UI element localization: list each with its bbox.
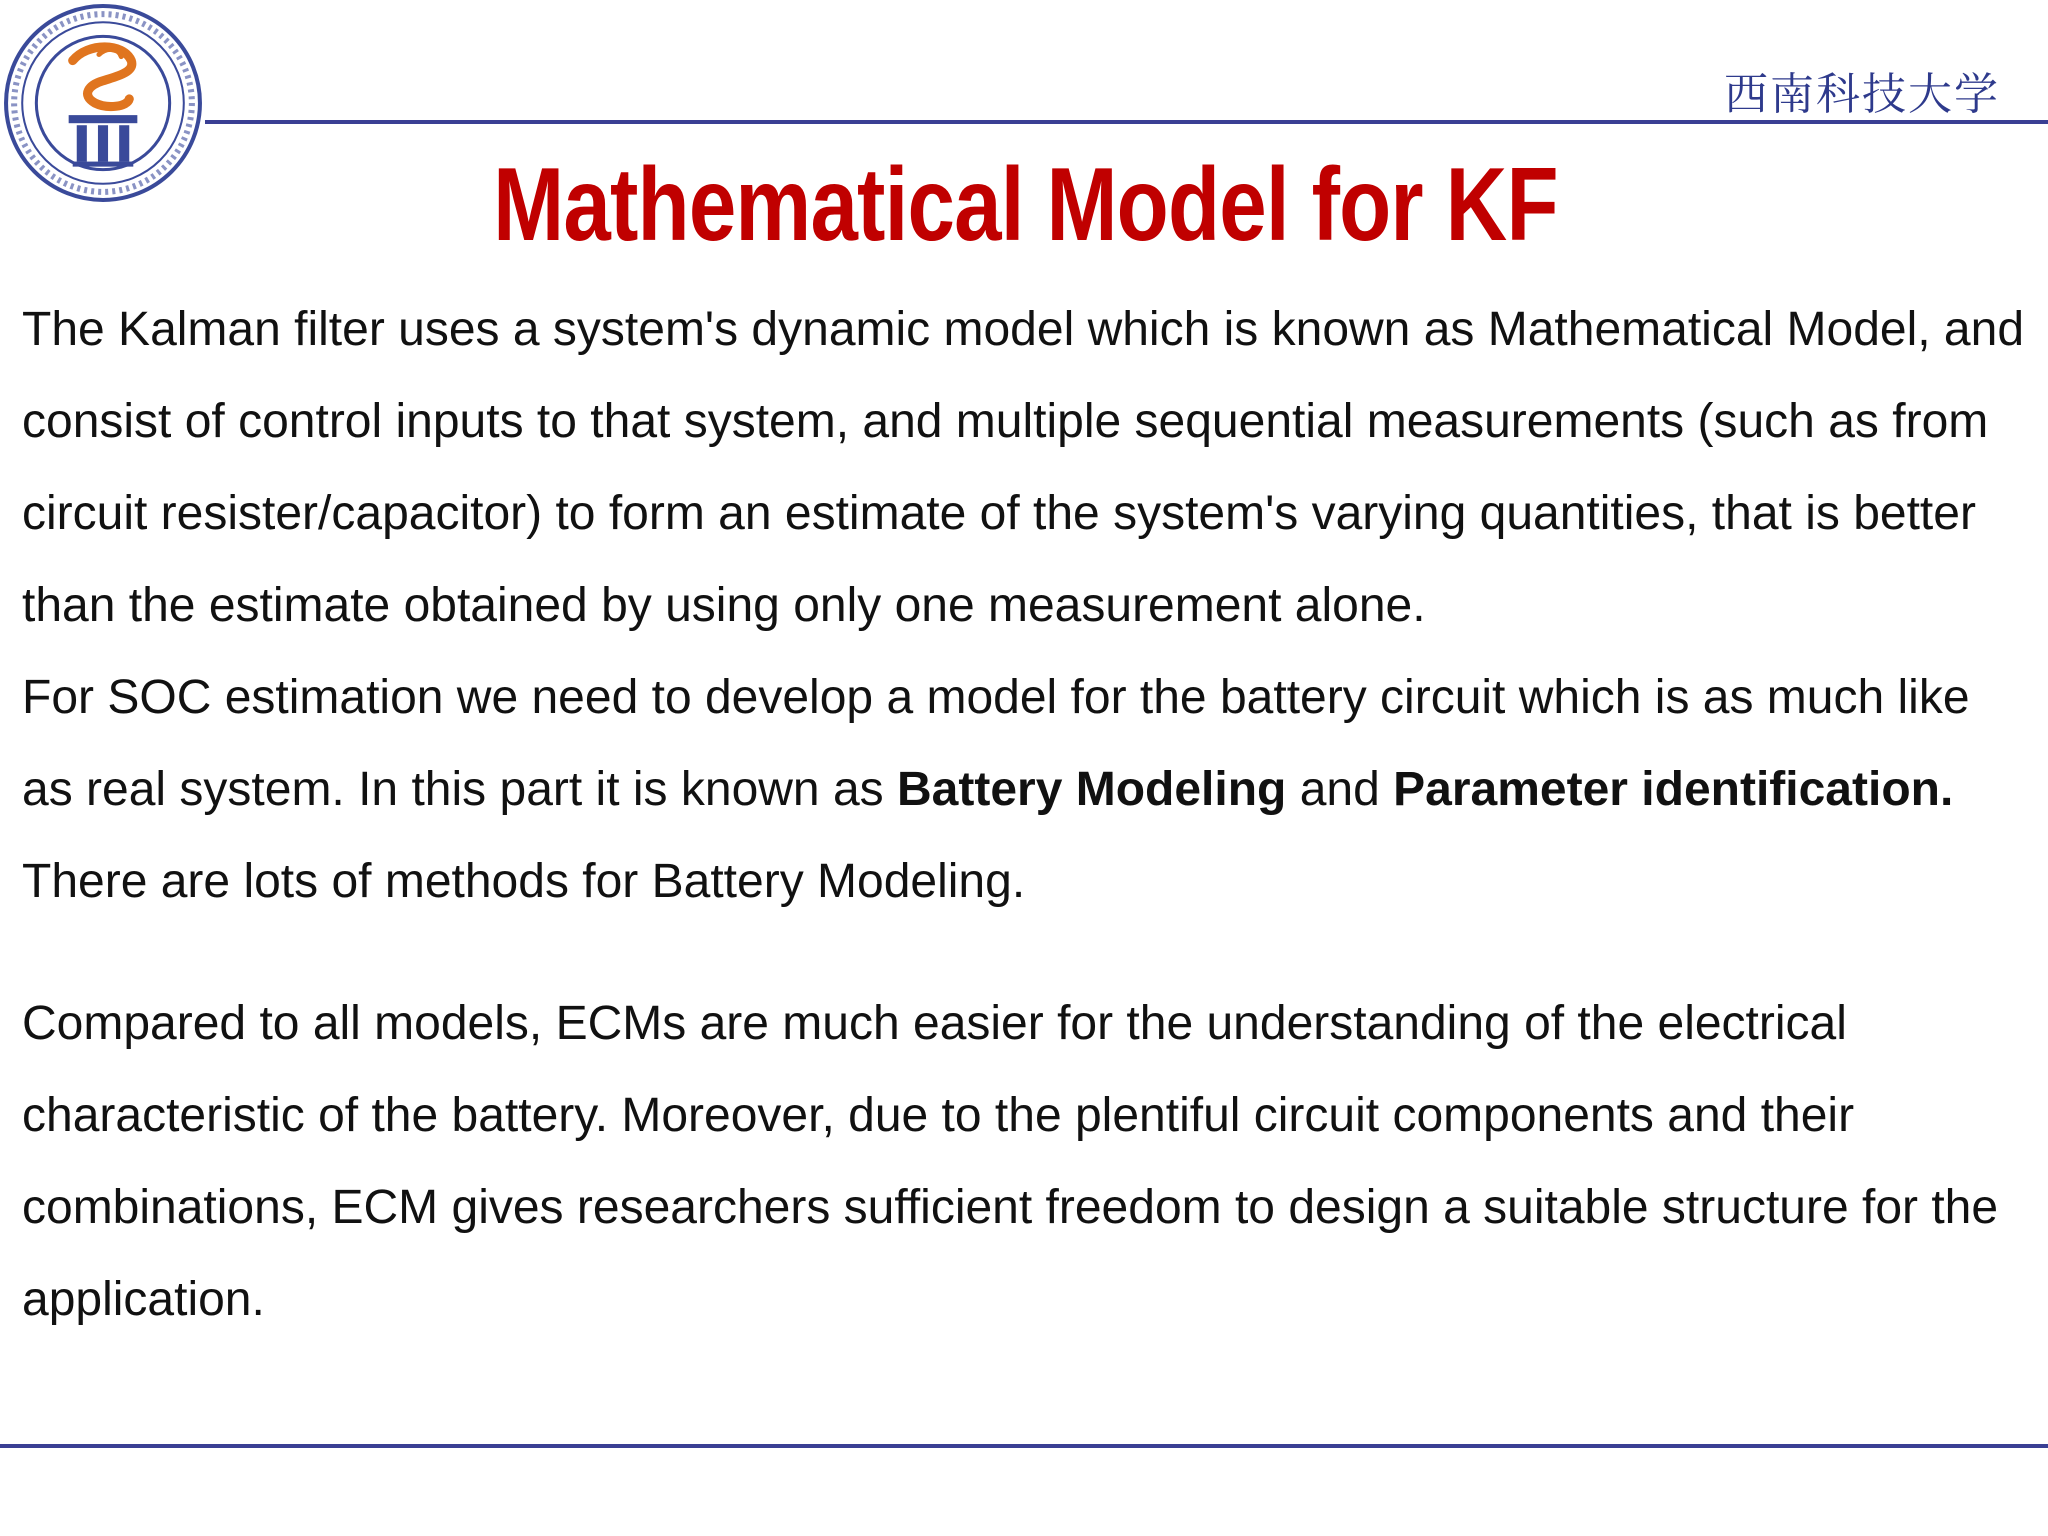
paragraph-text: and [1286,763,1394,816]
university-name: 西南科技大学 [1724,69,2000,120]
slide-body [22,284,2032,1346]
slide-title: Mathematical Model for KF [493,147,1558,263]
header-divider [205,120,2048,124]
footer-divider [0,1444,2048,1448]
paragraph-text: For SOC estimation we need to develop a model for the battery circuit which is as much like as real system. In this part it is known as [22,671,1970,816]
university-seal-icon [2,2,204,204]
bold-term-battery-modeling: Battery Modeling [897,763,1287,816]
paragraph-soc-estimation [22,652,2032,928]
paragraph-ecm-comparison: Compared to all models, ECMs are much easier for the understanding of the electrical characteristic of the battery. Moreover, due to the plentiful circuit components and their combinations, ECM gives researchers sufficient freedom to design a suitable structure for the application. [22,997,1999,1326]
bold-term-parameter-identification: Parameter identification. [1393,763,1954,816]
paragraph-kalman-intro: The Kalman filter uses a system's dynamic model which is known as Mathematical Model, and consist of control inputs to that system, and multiple sequential measurements (such as from circuit resister/capacitor) to form an estimate of the system's varying quantities, that is better than the estimate obtained by using only one measurement alone. [22,303,2025,632]
paragraph-text: There are lots of methods for Battery Modeling. [22,855,1026,908]
